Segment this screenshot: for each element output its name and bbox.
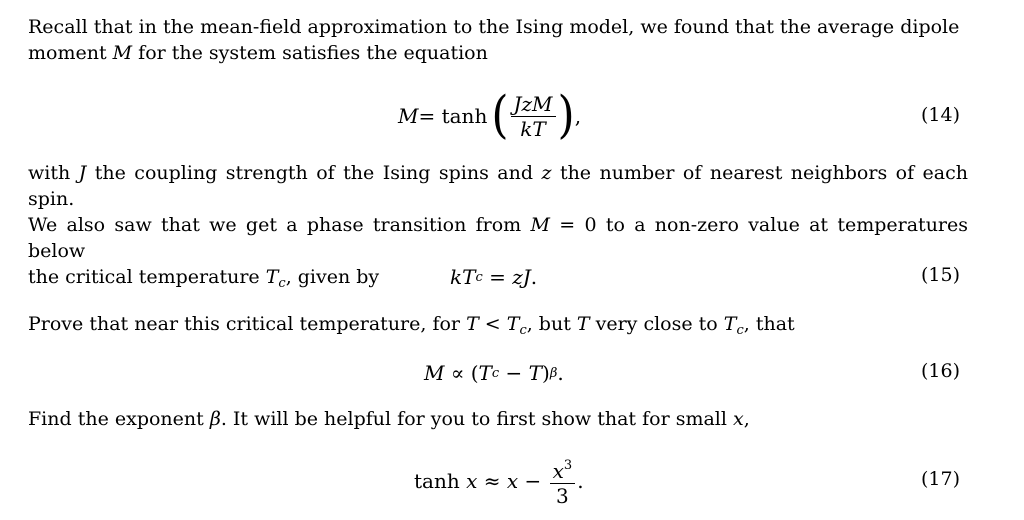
var-T: T xyxy=(506,313,520,335)
paragraph-intro xyxy=(28,14,968,66)
equation-16 xyxy=(0,358,1024,388)
minus: − xyxy=(499,361,529,385)
var-beta: β xyxy=(209,408,221,430)
paragraph-exponent xyxy=(28,406,968,432)
equation-16-body xyxy=(424,358,564,388)
text: Recall that in the mean-field approximation to the Ising model, we found that the average dipole xyxy=(28,16,960,38)
text: We also saw that we get a phase transition from xyxy=(28,214,522,236)
var-x: x xyxy=(733,408,744,430)
coupling-line-2 xyxy=(28,212,968,264)
text: for the system satisfies the equation xyxy=(138,42,488,64)
var-T: T xyxy=(576,313,590,335)
text: , given by xyxy=(285,266,380,288)
minus: − xyxy=(518,469,548,493)
denominator: 3 xyxy=(556,484,569,508)
right-paren: ) xyxy=(542,361,550,385)
text: with xyxy=(28,162,71,184)
var-z: z xyxy=(541,162,552,184)
period: . xyxy=(557,361,564,385)
var-T: T xyxy=(265,266,279,288)
equation-17-body xyxy=(414,452,584,510)
coupling-line-1 xyxy=(28,160,968,212)
text: the coupling strength of the Ising spins and xyxy=(94,162,534,184)
denominator: kT xyxy=(520,116,546,141)
equation-15-body xyxy=(450,262,537,292)
equation-14 xyxy=(0,88,1024,144)
equation-number: (15) xyxy=(920,264,960,286)
text: the critical temperature xyxy=(28,266,260,288)
less-than: < xyxy=(478,313,507,335)
var-T: T xyxy=(462,265,476,289)
equals: = xyxy=(482,265,513,289)
numerator xyxy=(550,455,576,484)
var-k: k xyxy=(450,265,463,289)
text: Find the exponent xyxy=(28,408,204,430)
text: , but xyxy=(526,313,571,335)
var-T: T xyxy=(478,361,492,385)
text: , xyxy=(743,408,750,430)
var-J: J xyxy=(78,162,87,184)
text: . It will be helpful for you to first show that for small xyxy=(220,408,727,430)
period: . xyxy=(577,469,584,493)
var-x: x xyxy=(506,469,519,493)
subscript-c: c xyxy=(519,323,527,338)
tanh-operator: = tanh xyxy=(418,104,488,128)
var-M: M xyxy=(398,104,419,128)
equation-number: (17) xyxy=(920,468,960,490)
text: moment xyxy=(28,42,107,64)
approx: ≈ xyxy=(477,469,507,493)
power-3: 3 xyxy=(563,458,573,473)
var-M: M xyxy=(112,42,133,64)
intro-line-2 xyxy=(28,40,968,66)
paragraph-prove xyxy=(28,311,968,344)
equation-14-body xyxy=(398,88,581,144)
proportional: ∝ ( xyxy=(444,361,479,385)
equation-number: (14) xyxy=(920,104,960,126)
tanh-operator: tanh xyxy=(414,469,467,493)
text: the number of nearest neighbors of each spin. xyxy=(28,162,969,210)
var-x: x xyxy=(552,459,564,483)
fraction-x3-over-3 xyxy=(550,455,576,507)
var-T: T xyxy=(723,313,737,335)
var-T: T xyxy=(466,313,479,335)
text: = 0 to a non-zero value at temperatures below xyxy=(28,214,969,262)
equation-number: (16) xyxy=(920,360,960,382)
period: . xyxy=(530,265,538,289)
exponent-beta: β xyxy=(549,365,558,381)
text: , that xyxy=(743,313,795,335)
fraction-JzM-over-kT xyxy=(511,93,556,140)
intro-line-1 xyxy=(28,14,968,40)
text: very close to xyxy=(595,313,718,335)
equation-15 xyxy=(0,262,1024,292)
var-M: M xyxy=(530,214,550,236)
subscript-c: c xyxy=(475,269,483,285)
subscript-c: c xyxy=(736,323,744,338)
subscript-c: c xyxy=(278,276,286,291)
var-x: x xyxy=(466,469,478,493)
var-T: T xyxy=(528,361,542,385)
right-paren: ) xyxy=(557,86,575,145)
var-zJ: zJ xyxy=(512,265,531,289)
left-paren: ( xyxy=(491,86,509,145)
subscript-c: c xyxy=(491,365,500,381)
numerator: JzM xyxy=(511,93,556,117)
var-M: M xyxy=(424,361,445,385)
equation-17 xyxy=(0,452,1024,510)
comma: , xyxy=(574,104,582,128)
text: Prove that near this critical temperature, for xyxy=(28,313,461,335)
